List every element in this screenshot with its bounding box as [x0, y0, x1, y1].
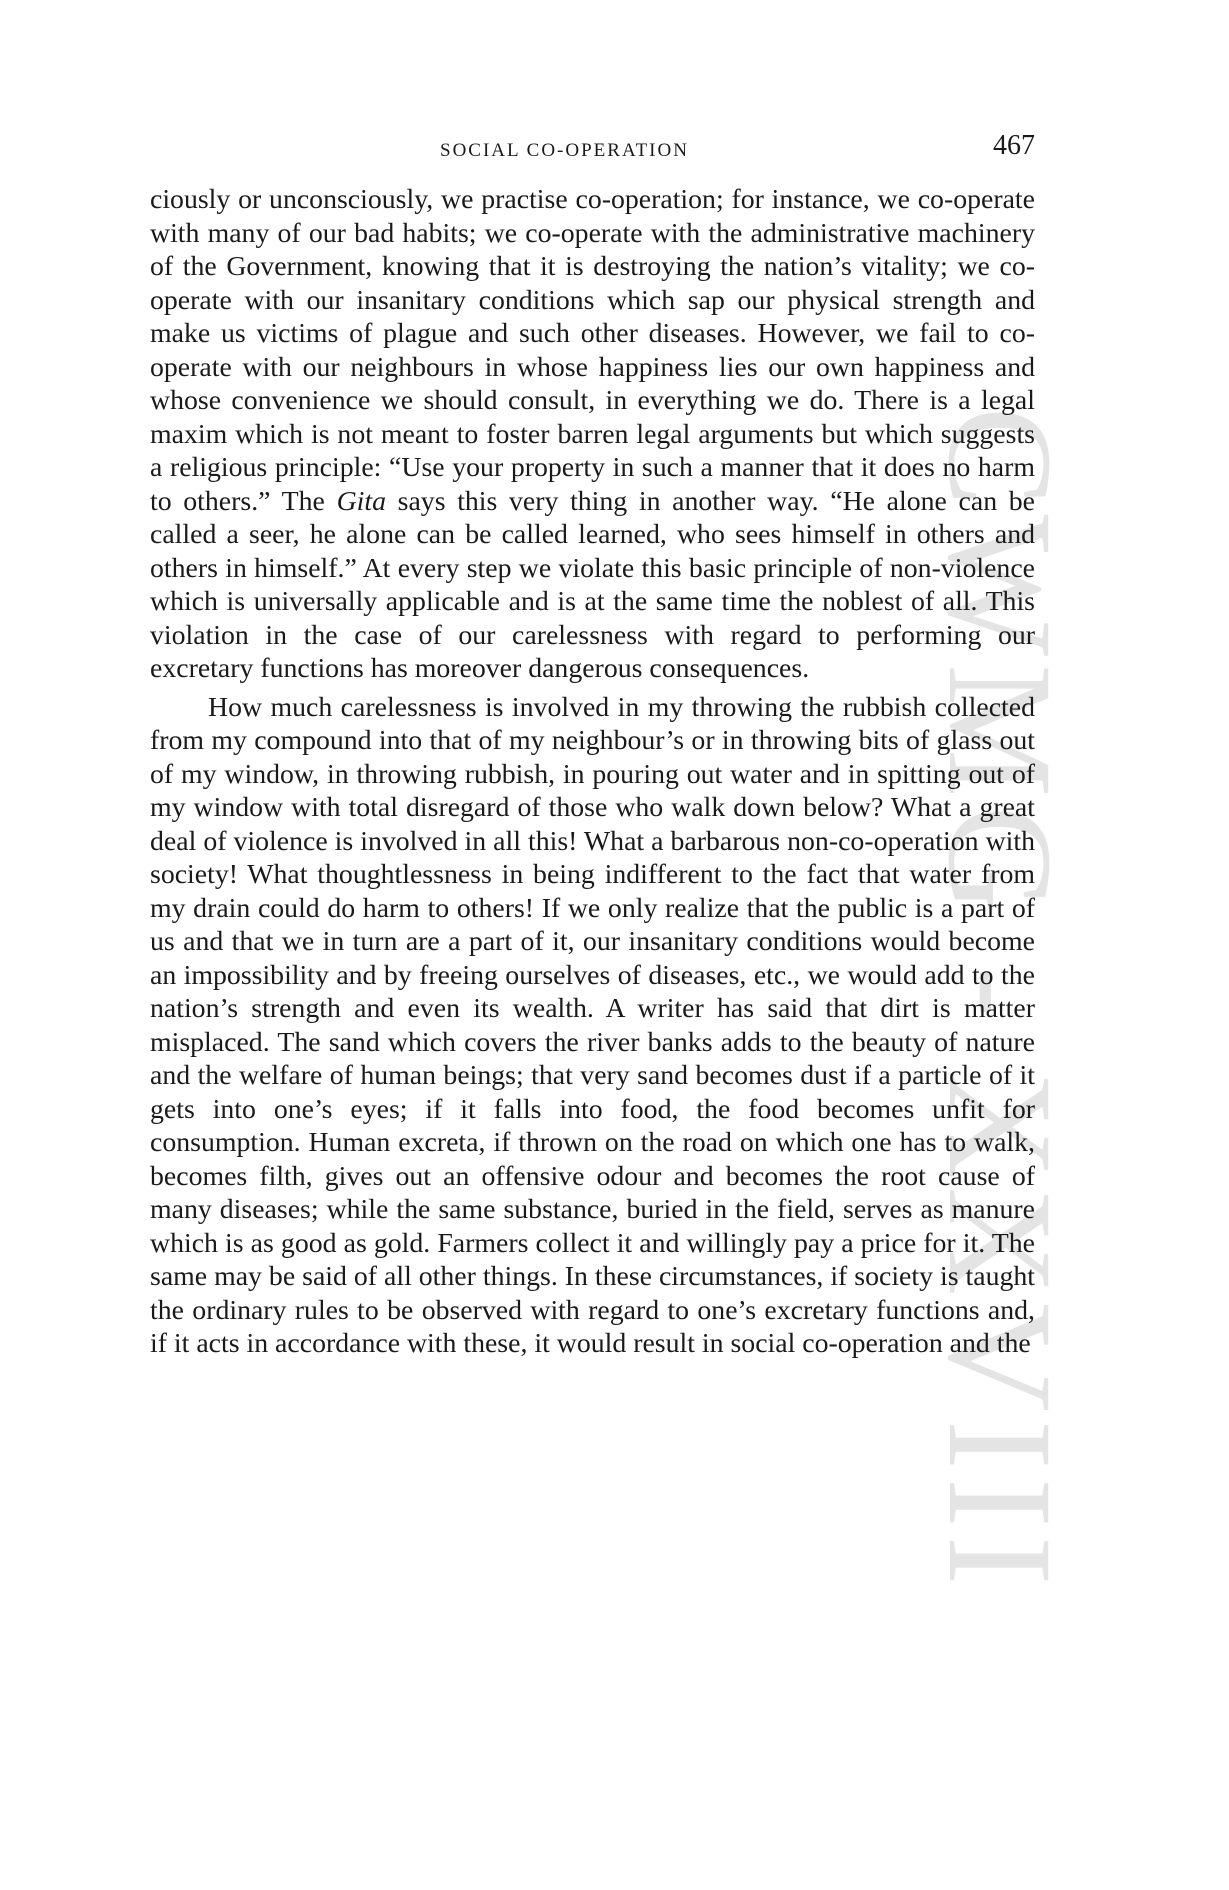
- paragraph-1-text-b: says this very thing in another way. “He alone can be called a seer, he alone can be called learned, who sees himself in others and others in himself.” At every step we violate this basic principle of non-violence which is universally applicable and is at the same time the noblest of all. This violation in the case of our carelessness with regard to performing our excretary functions has moreover dangerous consequences.: [150, 485, 1036, 684]
- page-number: 467: [993, 130, 1035, 161]
- paragraph-2: How much carelessness is involved in my throwing the rubbish collected from my compound into that of my neighbour’s or in throwing bits of glass out of my window, in throwing rubbish, in pouring out water and in spitting out of my window with total disregard of those who walk down below? What a great deal of violence is involved in all this! What a barbarous non-co-operation with society! What thoughtlessness in being indifferent to the fact that water from my drain could do harm to others! If we only realize that the public is a part of us and that we in turn are a part of it, our insanitary conditions would become an impossibility and by freeing ourselves of diseases, etc., we would add to the nation’s strength and even its wealth. A writer has said that dirt is matter misplaced. The sand which covers the river banks adds to the beauty of nature and the welfare of human beings; that very sand becomes dust if a particle of it gets into one’s eyes; if it falls into food, the food becomes unfit for consumption. Human excreta, if thrown on the road on which one has to walk, becomes filth, gives out an offensive odour and becomes the root cause of many diseases; while the same substance, buried in the field, serves as manure which is as good as gold. Farmers collect it and willingly pay a price for it. The same may be said of all other things. In these circumstances, if society is taught the ordinary rules to be observed with regard to one’s excretary functions and, if it acts in accordance with these, it would result in social co-operation and the: [150, 691, 1035, 1359]
- body-text: [150, 183, 1035, 1361]
- page-header: [150, 130, 1035, 170]
- watermark-text: CWMG - XXVIII: [917, 406, 1083, 1594]
- running-head: SOCIAL CO-OPERATION: [440, 140, 689, 161]
- paragraph-1: [150, 183, 1035, 686]
- gita-italic: Gita: [336, 485, 386, 517]
- paragraph-1-text-a: ciously or unconsciously, we practise co-operation; for instance, we co-operate with many of our bad habits; we co-operate with the administrative machinery of the Government, knowing that it is destroying the nation’s vitality; we co-operate with our insanitary conditions which sap our physical strength and make us victims of plague and such other diseases. However, we fail to co-operate with our neighbours in whose happiness lies our own happiness and whose convenience we should consult, in everything we do. There is a legal maxim which is not meant to foster barren legal arguments but which suggests a religious principle: “Use your property in such a manner that it does no harm to others.” The: [150, 184, 1035, 517]
